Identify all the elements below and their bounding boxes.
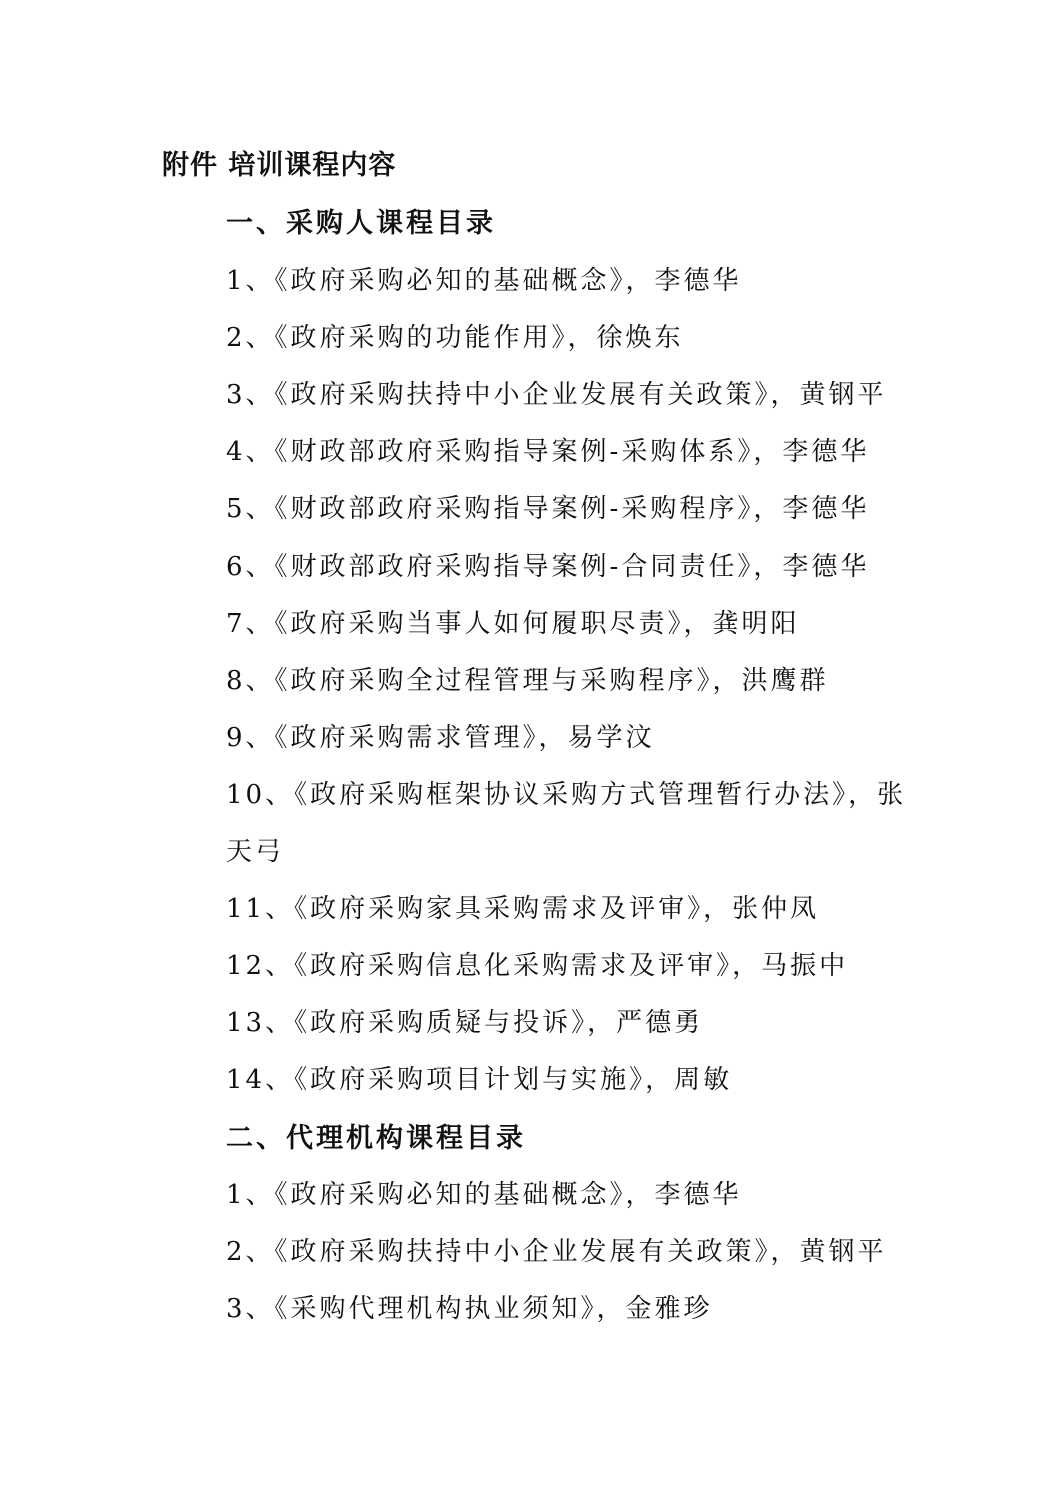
list-item: 12、《政府采购信息化采购需求及评审》，马振中 — [226, 951, 849, 981]
page-title: 附件 培训课程内容 — [162, 150, 397, 181]
list-item: 11、《政府采购家具采购需求及评审》，张仲凤 — [226, 894, 820, 924]
list-item: 1、《政府采购必知的基础概念》，李德华 — [226, 266, 742, 296]
list-item: 14、《政府采购项目计划与实施》，周敏 — [226, 1065, 733, 1095]
list-item: 13、《政府采购质疑与投诉》，严德勇 — [226, 1008, 704, 1038]
list-item: 2、《政府采购的功能作用》，徐焕东 — [226, 323, 684, 353]
list-item: 1、《政府采购必知的基础概念》，李德华 — [226, 1180, 742, 1210]
section-heading-agency: 二、代理机构课程目录 — [226, 1123, 526, 1154]
list-item: 3、《采购代理机构执业须知》，金雅珍 — [226, 1294, 713, 1324]
list-item: 7、《政府采购当事人如何履职尽责》，龚明阳 — [226, 609, 800, 639]
list-item: 8、《政府采购全过程管理与采购程序》，洪鹰群 — [226, 666, 829, 696]
list-item: 6、《财政部政府采购指导案例-合同责任》，李德华 — [226, 552, 870, 582]
section-heading-purchaser: 一、采购人课程目录 — [226, 208, 496, 239]
list-item: 9、《政府采购需求管理》，易学汶 — [226, 723, 655, 753]
list-item: 2、《政府采购扶持中小企业发展有关政策》，黄钢平 — [226, 1237, 887, 1267]
list-item: 3、《政府采购扶持中小企业发展有关政策》，黄钢平 — [226, 380, 887, 410]
list-item: 4、《财政部政府采购指导案例-采购体系》，李德华 — [226, 437, 870, 467]
list-item: 10、《政府采购框架协议采购方式管理暂行办法》，张 — [226, 780, 907, 810]
list-item-continuation: 天弓 — [226, 837, 285, 867]
list-item: 5、《财政部政府采购指导案例-采购程序》，李德华 — [226, 494, 870, 524]
